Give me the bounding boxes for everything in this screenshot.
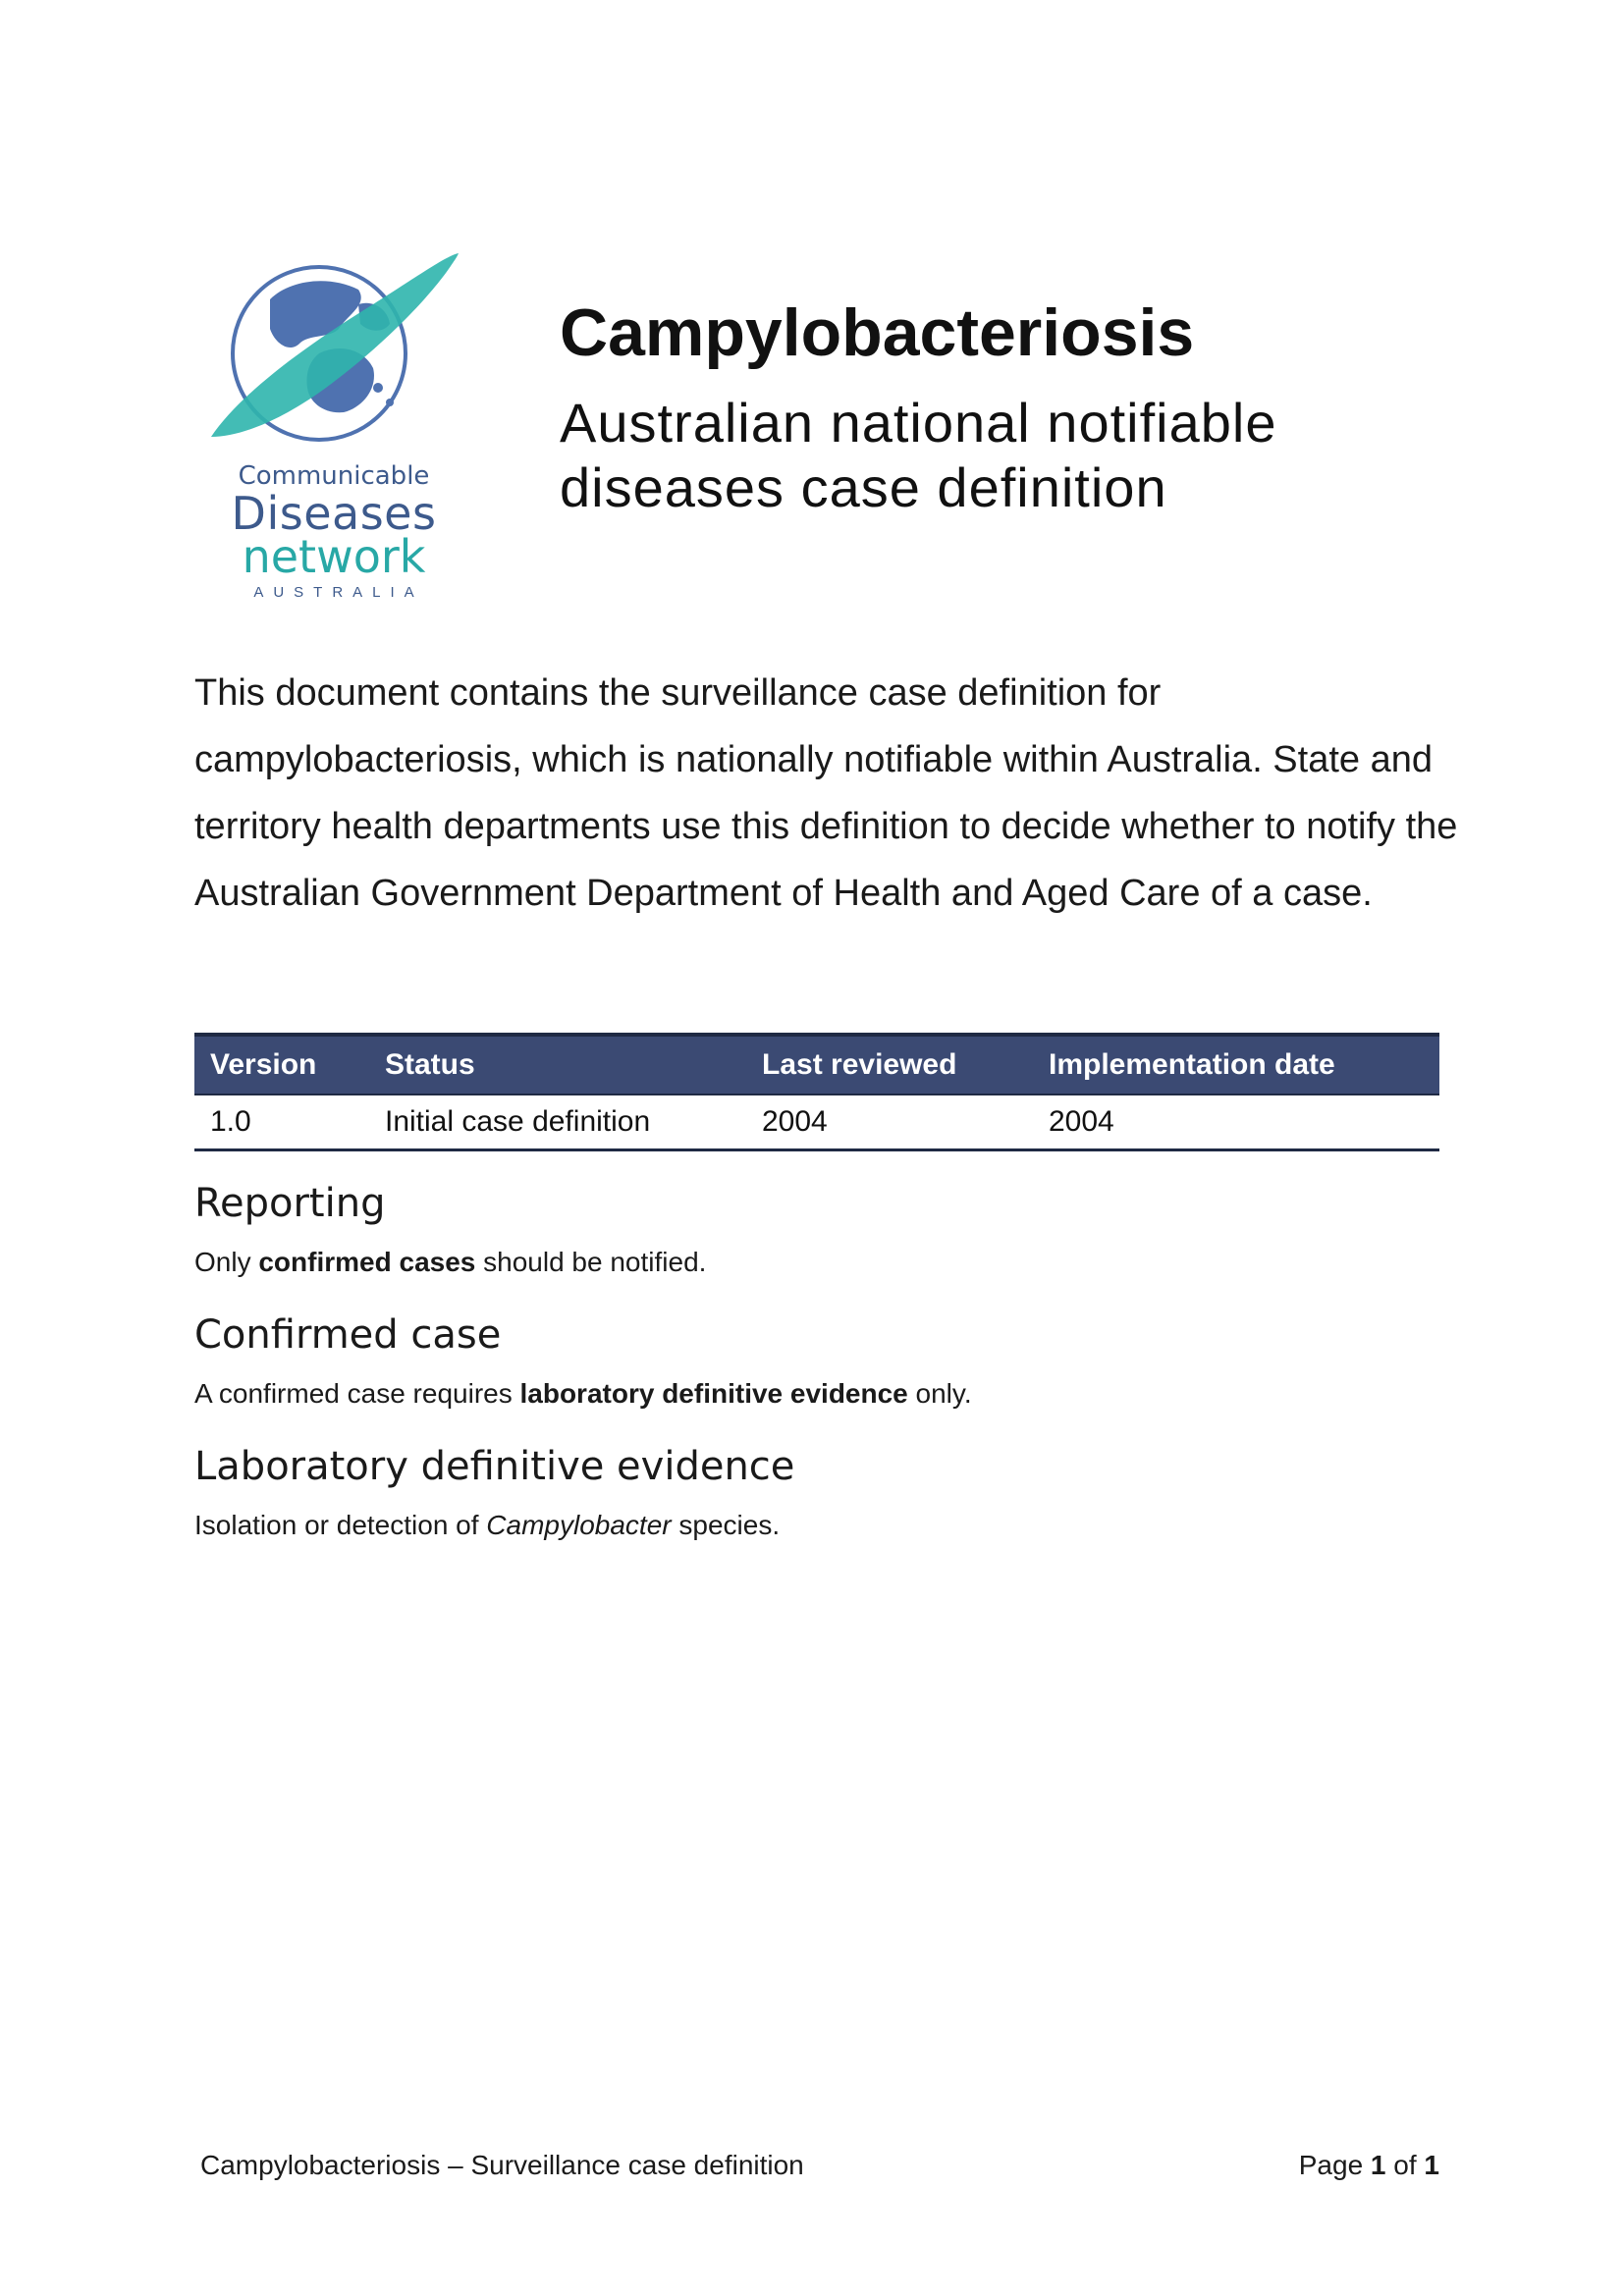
footer-page-total: 1	[1424, 2150, 1439, 2180]
version-table	[194, 1033, 1439, 1151]
heading-confirmed-case: Confirmed case	[194, 1312, 502, 1358]
logo-line-australia: AUSTRALIA	[253, 584, 424, 601]
confirmed-text-post: only.	[907, 1378, 972, 1409]
confirmed-text-bold: laboratory definitive evidence	[519, 1378, 908, 1409]
confirmed-paragraph	[194, 1378, 972, 1410]
logo-line-network: network	[242, 530, 426, 583]
cdna-logo	[201, 245, 466, 609]
confirmed-text-pre: A confirmed case requires	[194, 1378, 520, 1409]
footer-page-label: Page	[1298, 2150, 1371, 2180]
logo-line-diseases: Diseases	[231, 487, 437, 540]
heading-laboratory-evidence: Laboratory definitive evidence	[194, 1444, 795, 1489]
reporting-text-pre: Only	[194, 1247, 259, 1277]
table-header-status: Status	[369, 1035, 746, 1095]
intro-paragraph: This document contains the surveillance case definition for campylobacteriosis, which is nationally notifiable within Australia. State and territory health departments use this definition to decide whether to notify the Australian Government Department of Health and Aged Care of a case.	[194, 672, 1458, 914]
table-cell-version: 1.0	[194, 1095, 369, 1150]
table-header-last-reviewed: Last reviewed	[746, 1035, 1033, 1095]
lab-paragraph	[194, 1510, 780, 1541]
footer-page-current: 1	[1370, 2150, 1386, 2180]
lab-text-post: species.	[671, 1510, 781, 1540]
table-row	[194, 1095, 1439, 1150]
globe-icon	[201, 245, 466, 452]
reporting-text-post: should be notified.	[475, 1247, 707, 1277]
table-cell-status: Initial case definition	[369, 1095, 746, 1150]
table-header-row	[194, 1035, 1439, 1095]
table-cell-last-reviewed: 2004	[746, 1095, 1033, 1150]
page-title: Campylobacteriosis	[560, 295, 1195, 370]
table-header-implementation-date: Implementation date	[1033, 1035, 1439, 1095]
reporting-paragraph	[194, 1247, 706, 1278]
table-header-version: Version	[194, 1035, 369, 1095]
footer-page-number	[1299, 2150, 1439, 2181]
lab-text-italic: Campylobacter	[486, 1510, 672, 1540]
reporting-text-bold: confirmed cases	[258, 1247, 476, 1277]
footer-document-title: Campylobacteriosis – Surveillance case definition	[200, 2150, 804, 2180]
logo-line-communicable: Communicable	[238, 461, 430, 491]
page-subtitle: Australian national notifiable diseases case definition	[560, 392, 1277, 518]
heading-reporting: Reporting	[194, 1181, 386, 1226]
lab-text-pre: Isolation or detection of	[194, 1510, 487, 1540]
table-cell-implementation-date: 2004	[1033, 1095, 1439, 1150]
footer-page-of: of	[1385, 2150, 1425, 2180]
